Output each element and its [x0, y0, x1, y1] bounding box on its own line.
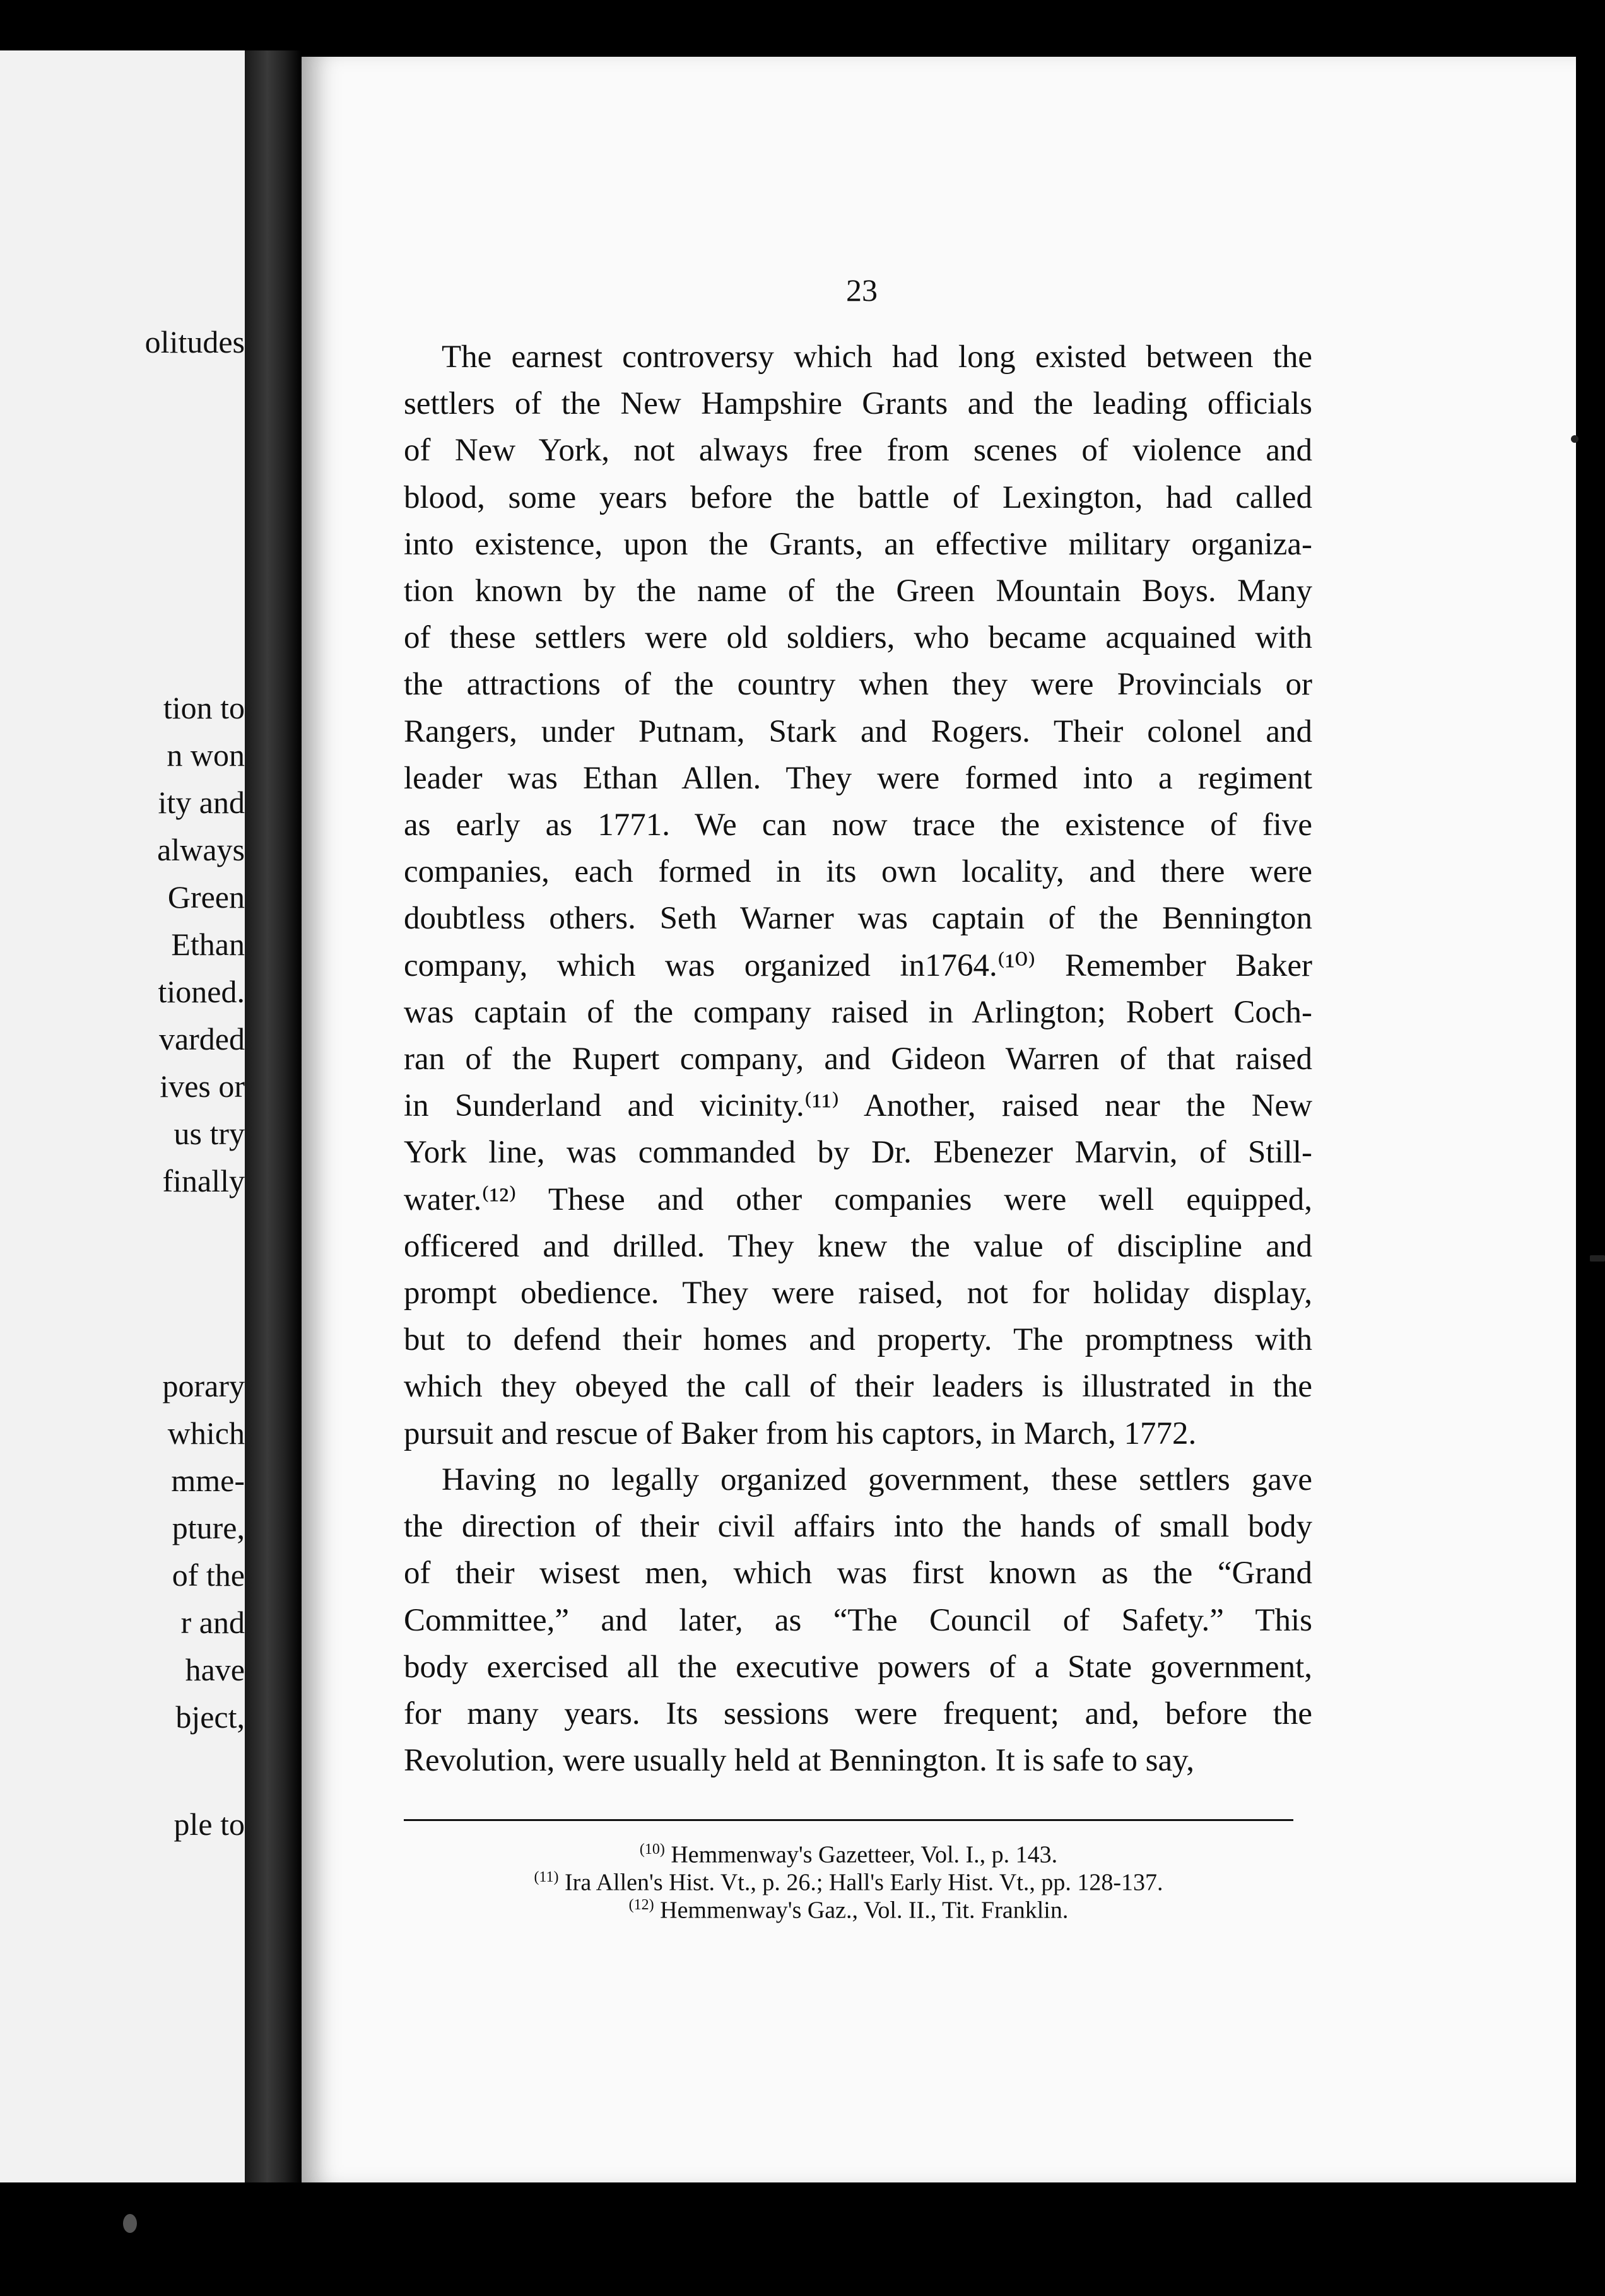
left-page-line: ity and	[158, 785, 245, 820]
text-line: Rangers, under Putnam, Stark and Rogers. Their colonel and	[404, 713, 1312, 749]
text-line: was captain of the company raised in Arlington; Robert Coch-	[404, 994, 1312, 1030]
scan-speck	[1590, 1255, 1605, 1262]
text-line: Having no legally organized government, these settlers gave	[442, 1462, 1312, 1497]
left-page-line: Green	[167, 879, 245, 915]
footnote-mark: (10)	[639, 1841, 665, 1858]
text-line: York line, was commanded by Dr. Ebenezer Marvin, of Still-	[404, 1135, 1312, 1171]
scan-speck	[1571, 435, 1579, 443]
text-line: blood, some years before the battle of Lexington, had called	[404, 479, 1312, 515]
text-line: companies, each formed in its own locality, and there were	[404, 854, 1312, 890]
left-page-line: ives or	[160, 1069, 245, 1104]
footnote-text: Hemmenway's Gazetteer, Vol. I., p. 143.	[671, 1841, 1058, 1868]
text-line: Revolution, were usually held at Bennington. It is safe to say,	[404, 1743, 1195, 1779]
text-line: officered and drilled. They knew the value of discipline and	[404, 1228, 1312, 1264]
footnote	[404, 1891, 1293, 1924]
footnote-text: Ira Allen's Hist. Vt., p. 26.; Hall's Early Hist. Vt., pp. 128-137.	[565, 1869, 1163, 1896]
text-line: of their wisest men, which was first known as the “Grand	[404, 1555, 1312, 1591]
left-page-line: of the	[172, 1557, 245, 1593]
footnote-mark: (12)	[628, 1897, 654, 1913]
footnote-text: Hemmenway's Gaz., Vol. II., Tit. Franklin.	[660, 1897, 1069, 1924]
footnote-rule	[404, 1819, 1293, 1821]
left-page-line: ple to	[173, 1807, 245, 1842]
text-line: but to defend their homes and property. The promptness with	[404, 1322, 1312, 1358]
text-line: of these settlers were old soldiers, who became acquained with	[404, 620, 1312, 656]
text-line: leader was Ethan Allen. They were formed into a regiment	[404, 760, 1312, 796]
text-line: ran of the Rupert company, and Gideon Warren of that raised	[404, 1041, 1312, 1077]
left-page-line: bject,	[175, 1699, 245, 1735]
footnote-mark: (11)	[534, 1869, 559, 1885]
text-line: prompt obedience. They were raised, not for holiday display,	[404, 1275, 1312, 1311]
left-page-line: have	[185, 1652, 245, 1687]
text-line: into existence, upon the Grants, an effective military organiza-	[404, 526, 1312, 562]
text-line: for many years. Its sessions were frequent; and, before the	[404, 1696, 1312, 1731]
left-page-line: always	[157, 832, 245, 867]
left-page-line: porary	[162, 1368, 245, 1403]
left-page-line: mme-	[171, 1463, 245, 1498]
text-line: of New York, not always free from scenes of violence and	[404, 433, 1312, 469]
page-number: 23	[846, 272, 878, 308]
text-line: settlers of the New Hampshire Grants and the leading officials	[404, 386, 1312, 422]
text-line: as early as 1771. We can now trace the existence of five	[404, 807, 1312, 843]
text-line: in Sunderland and vicinity.⁽¹¹⁾ Another, raised near the New	[404, 1088, 1312, 1124]
left-page-line: varded	[158, 1021, 245, 1057]
text-line: water.⁽¹²⁾ These and other companies were well equipped,	[404, 1181, 1312, 1217]
text-line: the attractions of the country when they were Provincials or	[404, 667, 1312, 703]
text-line: the direction of their civil affairs into the hands of small body	[404, 1509, 1312, 1545]
text-line: which they obeyed the call of their leaders is illustrated in the	[404, 1369, 1312, 1405]
scan-speck	[123, 2214, 137, 2233]
text-line: pursuit and rescue of Baker from his captors, in March, 1772.	[404, 1415, 1197, 1451]
left-page-line: Ethan	[171, 927, 245, 962]
text-line: company, which was organized in1764.⁽¹⁰⁾ Remember Baker	[404, 947, 1312, 983]
left-page-line: r and	[180, 1605, 245, 1640]
left-page-line: n won	[167, 737, 245, 773]
left-page-line: us try	[173, 1116, 245, 1151]
book-gutter	[245, 50, 302, 2182]
left-page-line: which	[167, 1415, 245, 1451]
left-page-line: finally	[162, 1163, 245, 1198]
text-line: The earnest controversy which had long existed between the	[442, 339, 1312, 375]
left-page-line: tion to	[163, 690, 245, 725]
text-line: tion known by the name of the Green Mountain Boys. Many	[404, 573, 1312, 609]
left-page-line: pture,	[172, 1510, 245, 1545]
left-page-line: tioned.	[158, 974, 245, 1009]
text-line: body exercised all the executive powers of a State government,	[404, 1649, 1312, 1685]
text-line: Committee,” and later, as “The Council of Safety.” This	[404, 1602, 1312, 1638]
left-page-fragment	[0, 50, 245, 2182]
text-line: doubtless others. Seth Warner was captain of the Bennington	[404, 901, 1312, 937]
left-page-line: olitudes	[144, 324, 245, 360]
